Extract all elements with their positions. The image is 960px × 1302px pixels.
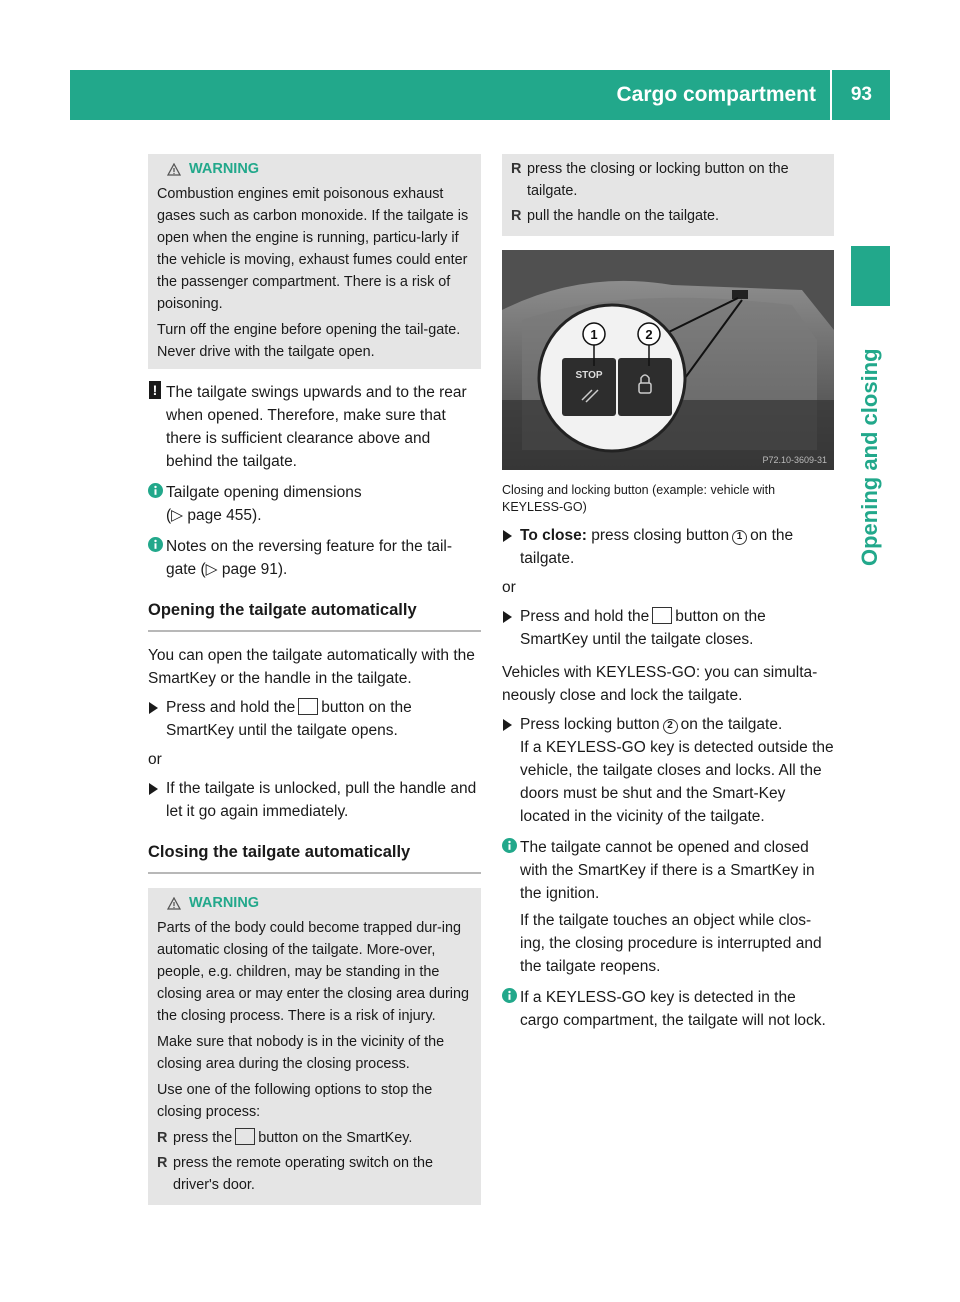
warning-box-poisoning (148, 154, 481, 369)
stop-options-list (157, 1127, 473, 1196)
step-arrow-icon (149, 702, 158, 714)
warning-box-continued (502, 154, 834, 236)
warning-triangle-icon (167, 897, 181, 910)
info-note-reversing (148, 535, 481, 581)
list-item-text: button on the SmartKey. (258, 1130, 413, 1146)
step-text: button on the SmartKey until the tailgate closes. (520, 608, 766, 648)
list-item-text: press the remote operating switch on the driver's door. (173, 1155, 433, 1193)
list-item (157, 1152, 473, 1196)
or-separator: or (148, 751, 162, 768)
list-item-text: pull the handle on the tailgate. (527, 208, 720, 224)
right-column (502, 154, 834, 1032)
info-text: Notes on the reversing feature for the tail-gate (▷ page 91). (166, 538, 453, 578)
instruction-step (502, 713, 834, 828)
callout-2: 2 (645, 327, 653, 342)
info-icon (148, 537, 163, 552)
step-text: If the tailgate is unlocked, pull the handle and let it go again immediately. (166, 780, 477, 820)
instruction-step (148, 696, 481, 742)
warning-box-trapping (148, 888, 481, 1205)
info-text: If the tailgate touches an object while clos-ing, the closing procedure is interrupted and the tailgate reopens. (520, 912, 822, 975)
list-item (511, 158, 826, 202)
step-text: Press and hold the (520, 608, 650, 625)
step-arrow-icon (149, 783, 158, 795)
bullet-icon: R (157, 1130, 168, 1146)
warning-label: WARNING (189, 161, 260, 177)
warning-heading (167, 892, 473, 915)
step-text: button on the SmartKey until the tailgate opens. (166, 699, 412, 739)
instruction-step (148, 777, 481, 823)
list-item (511, 205, 826, 227)
warning-triangle-icon (167, 163, 181, 176)
step-arrow-icon (503, 611, 512, 623)
instruction-step (502, 605, 834, 651)
step-text: Press locking button (520, 716, 660, 733)
heading-opening-automatically: Opening the tailgate automatically (148, 599, 481, 632)
stop-options-list (511, 158, 826, 227)
instruction-step (502, 524, 834, 570)
bullet-icon: R (511, 208, 522, 224)
image-code: P72.10-3609-31 (762, 455, 827, 465)
warning-text: Combustion engines emit poisonous exhaust gases such as carbon monoxide. If the tailgate is open when the engine is running, particu-larly if the vehicle is moving, exhaust fumes could enter the passenger compartment. There is a risk of poisoning. (157, 186, 469, 312)
list-item (157, 1127, 473, 1149)
header-divider (830, 70, 832, 120)
step-detail: If a KEYLESS-GO key is detected outside the vehicle, the tailgate closes and locks. All the doors must be shut and the Smart-Key located in the vicinity of the tailgate. (520, 739, 834, 825)
warning-label: WARNING (189, 895, 260, 911)
info-text: Tailgate opening dimensions (166, 484, 362, 501)
caution-text: The tailgate swings upwards and to the rear when opened. Therefore, make sure that there is sufficient clearance above and behind the tailgate. (166, 384, 467, 470)
tailgate-key-icon (652, 607, 672, 624)
stop-button-label: STOP (575, 370, 603, 381)
tailgate-illustration (502, 250, 834, 470)
or-separator: or (502, 579, 516, 596)
step-text: on the tailgate. (680, 716, 783, 733)
warning-text: Use one of the following options to stop the closing process: (157, 1082, 433, 1120)
tailgate-key-icon (235, 1128, 255, 1145)
step-text: press closing button (591, 527, 730, 544)
caution-note (148, 381, 481, 473)
chapter-tab-marker (851, 246, 890, 306)
callout-2-icon: 2 (663, 719, 678, 734)
warning-text: Turn off the engine before opening the tail-gate. Never drive with the tailgate open. (157, 322, 461, 360)
info-text: If a KEYLESS-GO key is detected in the cargo compartment, the tailgate will not lock. (520, 989, 826, 1029)
info-note-keyless (502, 986, 834, 1032)
list-item-text: press the closing or locking button on the tailgate. (527, 161, 789, 199)
bullet-icon: R (511, 161, 522, 177)
chapter-tab-label: Opening and closing (857, 348, 882, 566)
warning-text: Make sure that nobody is in the vicinity of the closing area during the closing process. (157, 1034, 445, 1072)
step-arrow-icon (503, 530, 512, 542)
page-header (70, 70, 890, 120)
tailgate-key-icon (298, 698, 318, 715)
info-note-dimensions (148, 481, 481, 527)
step-label: To close: (520, 527, 587, 544)
photo-caption: Closing and locking button (example: vehicle with KEYLESS-GO) (502, 483, 776, 514)
step-text: Press and hold the (166, 699, 296, 716)
section-title: Cargo compartment (616, 83, 816, 106)
page-number: 93 (850, 84, 872, 105)
bullet-icon: R (157, 1155, 168, 1171)
warning-heading (167, 158, 473, 181)
info-icon (502, 838, 517, 853)
left-column (148, 154, 481, 1205)
step-text: on the tailgate. (520, 527, 794, 567)
callout-1-icon: 1 (732, 530, 747, 545)
warning-text: Parts of the body could become trapped dur-ing automatic closing of the tailgate. More-over, people, e.g. children, may be standing in the closing area or may enter the closing area during the closing process. There is a risk of injury. (157, 920, 469, 1024)
info-note-ignition (502, 836, 834, 978)
exclamation-icon: ! (149, 381, 161, 399)
tailgate-button-photo (502, 250, 834, 470)
page-reference-link[interactable]: (▷ page 455). (166, 507, 262, 524)
info-icon (148, 483, 163, 498)
keyless-intro: Vehicles with KEYLESS-GO: you can simulta-neously close and lock the tailgate. (502, 664, 818, 704)
opening-intro: You can open the tailgate automatically with the SmartKey or the handle in the tailgate. (148, 647, 475, 687)
list-item-text: press the (173, 1130, 233, 1146)
step-arrow-icon (503, 719, 512, 731)
heading-closing-automatically: Closing the tailgate automatically (148, 841, 481, 874)
info-icon (502, 988, 517, 1003)
callout-1: 1 (590, 327, 598, 342)
info-text: The tailgate cannot be opened and closed with the SmartKey if there is a SmartKey in the ignition. (520, 839, 815, 902)
